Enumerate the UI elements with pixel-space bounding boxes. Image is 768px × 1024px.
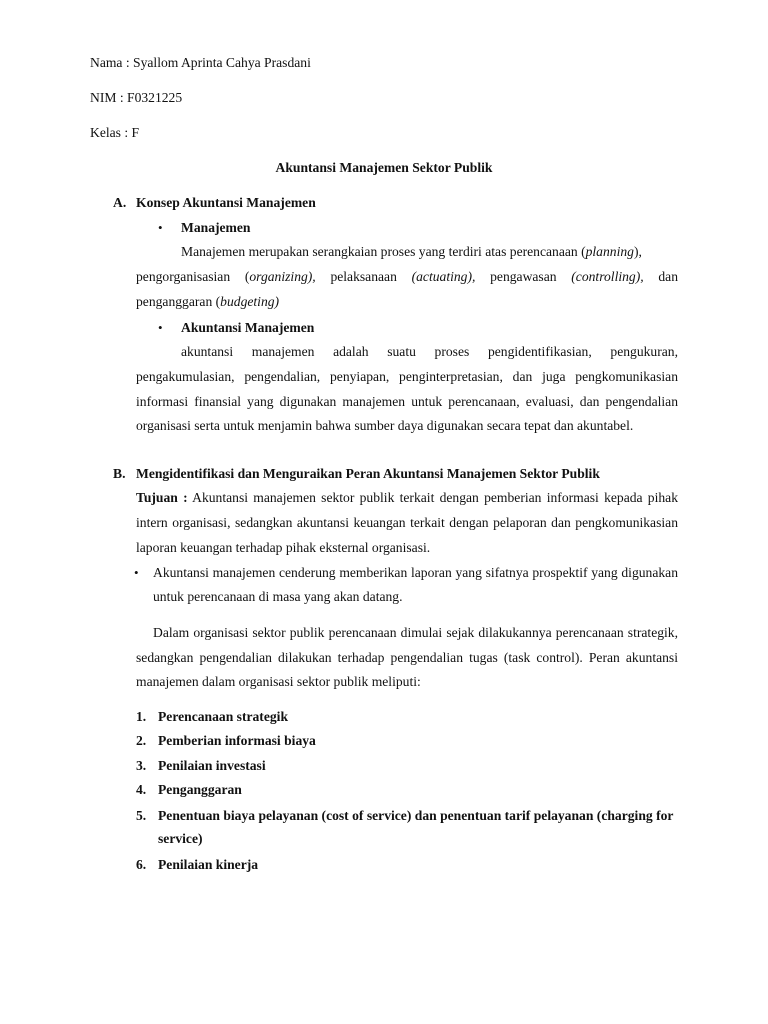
paragraph-line-3: manajemen dalam organisasi sektor publik meliputi: xyxy=(136,674,421,689)
tujuan-line-2: intern organisasi, sedangkan akuntansi keuangan terkait dengan pelaporan dan pengkomunikasian xyxy=(136,515,678,530)
bullet-icon: • xyxy=(158,320,163,335)
list-item-number: 5. xyxy=(136,808,147,823)
section-a-heading: Konsep Akuntansi Manajemen xyxy=(136,195,316,210)
list-item-number: 4. xyxy=(136,782,147,797)
student-name: Nama : Syallom Aprinta Cahya Prasdani xyxy=(90,55,311,70)
list-item-continuation: service) xyxy=(158,831,203,846)
akuntansi-text-line-2: pengakumulasian, pengendalian, penyiapan, penginterpretasian, dan juga pengkomunikasian xyxy=(136,369,678,384)
list-item-number: 6. xyxy=(136,857,147,872)
paragraph-line-1: Dalam organisasi sektor publik perencanaan dimulai sejak dilakukannya perencanaan strategik, xyxy=(153,625,678,640)
bullet-icon: • xyxy=(158,220,163,235)
manajemen-text-line-2: pengorganisasian (organizing), pelaksanaan (actuating), pengawasan (controlling), dan xyxy=(136,269,679,284)
list-item-number: 3. xyxy=(136,758,147,773)
list-item-number: 1. xyxy=(136,709,147,724)
list-item: Penilaian kinerja xyxy=(158,857,259,872)
tujuan-line-3: laporan keuangan terhadap pihak eksternal organisasi. xyxy=(136,540,431,555)
manajemen-text-line-1: Manajemen merupakan serangkaian proses yang terdiri atas perencanaan (planning), xyxy=(181,244,642,259)
list-item: Penganggaran xyxy=(158,782,242,797)
document-title: Akuntansi Manajemen Sektor Publik xyxy=(275,160,493,175)
tujuan-line-1: Tujuan : Akuntansi manajemen sektor publik terkait dengan pemberian informasi kepada pihak xyxy=(136,490,679,505)
section-b-heading: Mengidentifikasi dan Menguraikan Peran Akuntansi Manajemen Sektor Publik xyxy=(136,466,600,481)
list-item: Perencanaan strategik xyxy=(158,709,289,724)
paragraph-line-2: sedangkan pengendalian dilakukan terhadap pengendalian tugas (task control). Peran akuntansi xyxy=(136,650,678,665)
section-b-marker: B. xyxy=(113,466,126,481)
list-item: Penilaian investasi xyxy=(158,758,266,773)
manajemen-text-line-3: penganggaran (budgeting) xyxy=(136,294,280,309)
akuntansi-text-line-4: organisasi serta untuk menjamin bahwa sumber daya digunakan secara tepat dan akuntabel. xyxy=(136,418,634,433)
bullet-icon: • xyxy=(134,565,139,580)
list-item: Penentuan biaya pelayanan (cost of service) dan penentuan tarif pelayanan (charging for xyxy=(158,808,674,823)
student-nim: NIM : F0321225 xyxy=(90,90,183,105)
list-item-number: 2. xyxy=(136,733,147,748)
list-item: Pemberian informasi biaya xyxy=(158,733,316,748)
bullet-heading-akuntansi-manajemen: Akuntansi Manajemen xyxy=(181,320,315,335)
akuntansi-text-line-1: akuntansi manajemen adalah suatu proses pengidentifikasian, pengukuran, xyxy=(181,344,678,359)
section-a-marker: A. xyxy=(113,195,127,210)
student-class: Kelas : F xyxy=(90,125,140,140)
prospektif-line-2: untuk perencanaan di masa yang akan datang. xyxy=(153,589,403,604)
prospektif-line-1: Akuntansi manajemen cenderung memberikan laporan yang sifatnya prospektif yang digunakan xyxy=(153,565,678,580)
bullet-heading-manajemen: Manajemen xyxy=(181,220,251,235)
akuntansi-text-line-3: informasi finansial yang digunakan manajemen untuk perencanaan, evaluasi, dan pengendalian xyxy=(136,394,678,409)
